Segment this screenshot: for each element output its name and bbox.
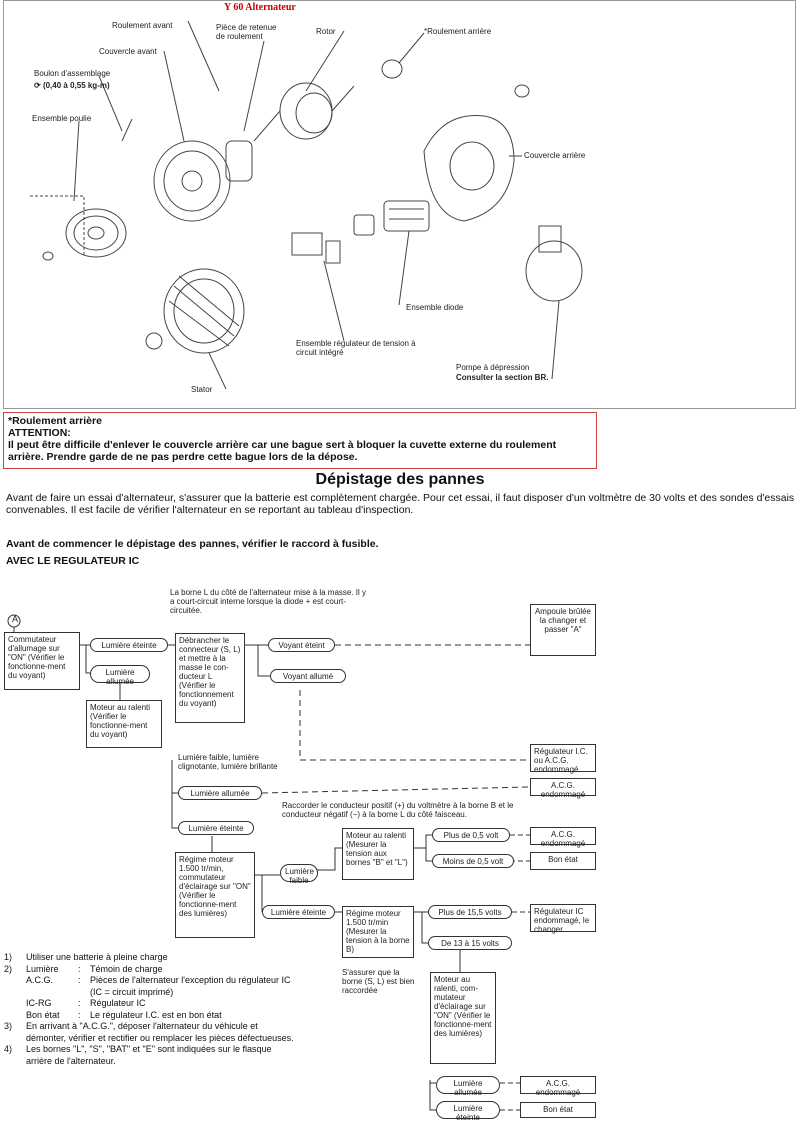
note-borne-l: La borne L du côté de l'alternateur mise à la masse. Il y a court-circuit interne lorsque la diode + est court-circuitée. [170, 588, 367, 615]
pill-lumiere-eteinte-3: Lumière éteinte [262, 905, 335, 919]
box-moteur-ralenti-1: Moteur au ralenti (Vérifier le fonctionne-ment du voyant) [86, 700, 162, 748]
attention-line1: *Roulement arrière [8, 415, 102, 427]
note-lumiere-faible: Lumière faible, lumière clignotante, lumière brillante [178, 753, 278, 771]
label-roulement-arriere: *Roulement arrière [424, 27, 492, 36]
box-moteur-ralenti-2: Moteur au ralenti (Mesurer la tension aux bornes "B" et "L") [342, 828, 414, 880]
pill-voyant-eteint: Voyant éteint [268, 638, 335, 652]
note-row [4, 964, 294, 976]
section-title: Dépistage des pannes [315, 471, 485, 488]
note-row [4, 952, 294, 964]
label-stator: Stator [191, 385, 213, 394]
diagram-title: Y 60 Alternateur [224, 2, 296, 13]
note-num: 2) [4, 963, 13, 974]
pill-voyant-allume: Voyant allumé [270, 669, 346, 683]
pill-lumiere-faible: Lumière faible [280, 864, 318, 882]
note-text: Pièces de l'alternateur l'exception du régulateur IC (IC = circuit imprimé) [90, 975, 291, 997]
marker-a: A [11, 614, 18, 624]
note-row [4, 975, 294, 998]
note-num: 1) [4, 952, 13, 962]
note-colon: : [78, 963, 81, 974]
pill-de-13-15: De 13 à 15 volts [428, 936, 512, 950]
note-text: Le régulateur I.C. est en bon état [90, 1009, 222, 1020]
note-num: 3) [4, 1021, 13, 1031]
box-acg-endommage-2: A.C.G. endommagé [530, 827, 596, 845]
pill-plus-05: Plus de 0,5 volt [432, 828, 510, 842]
label-couvercle-avant: Couvercle avant [99, 47, 157, 56]
box-ampoule: Ampoule brûlée la changer et passer "A" [530, 604, 596, 656]
pill-moins-05: Moins de 0,5 volt [432, 854, 514, 868]
note-row [4, 1010, 294, 1022]
subtitle-regulateur-ic: AVEC LE REGULATEUR IC [6, 555, 140, 567]
attention-text: Il peut être difficile d'enlever le couvercle arrière car une bague sert à bloquer la cuvette externe du roulement arrière. Prendre garde de ne pas perdre cette bague lors de la dépose. [8, 439, 557, 463]
pill-lumiere-allumee-3: Lumière allumée [436, 1076, 500, 1094]
note-text: Utiliser une batterie à pleine charge [26, 952, 168, 962]
pill-lumiere-eteinte-1: Lumière éteinte [90, 638, 168, 652]
note-num [4, 998, 26, 1010]
label-pompe: Pompe à dépression [456, 363, 530, 372]
label-consulter: Consulter la section BR. [456, 373, 549, 382]
pill-lumiere-allumee-1: Lumière allumée [90, 665, 150, 683]
attention-heading: ATTENTION: [8, 427, 71, 439]
torque-icon: ⟳ [34, 81, 43, 90]
label-rotor: Rotor [316, 27, 336, 36]
note-text: En arrivant à "A.C.G.", déposer l'alternateur du véhicule et démonter, vérifier et rectifier ou remplacer les pièces défectueuses. [26, 1021, 294, 1043]
note-num [4, 1010, 26, 1022]
label-roulement-avant: Roulement avant [112, 21, 173, 30]
label-ensemble-diode: Ensemble diode [406, 303, 464, 312]
note-term: Bon état [26, 1009, 60, 1020]
label-couvercle-arriere: Couvercle arrière [524, 151, 586, 160]
note-row [4, 1044, 294, 1067]
note-text: Les bornes "L", "S", "BAT" et "E" sont indiquées sur le flasque arrière de l'alternateur. [26, 1044, 272, 1066]
note-term: Lumière [26, 963, 59, 974]
box-acg-endommage-3: A.C.G. endommagé [520, 1076, 596, 1094]
box-regulateur-acg: Régulateur I.C. ou A.C.G. endommagé [530, 744, 596, 772]
box-acg-endommage-1: A.C.G. endommagé [530, 778, 596, 796]
note-text: Témoin de charge [90, 963, 163, 974]
note-colon: : [78, 975, 81, 985]
box-bon-etat-1: Bon état [530, 852, 596, 870]
note-num [4, 975, 26, 998]
note-assurer: S'assurer que la borne (S, L) est bien raccordée [342, 968, 415, 995]
note-text: Régulateur IC [90, 998, 146, 1008]
box-commutateur: Commutateur d'allumage sur "ON" (Vérifier le fonctionne-ment du voyant) [4, 632, 80, 690]
pill-plus-155: Plus de 15,5 volts [428, 905, 512, 919]
label-boulon: Boulon d'assemblage [34, 69, 111, 78]
label-boulon-torque-text: (0,40 à 0,55 kg-m) [42, 81, 110, 90]
notes-list [4, 952, 294, 1067]
box-regime-2: Régime moteur 1.500 tr/min (Mesurer la tension à la borne B) [342, 906, 414, 958]
note-term: IC-RG [26, 998, 52, 1008]
note-num: 4) [4, 1044, 13, 1054]
note-colon: : [78, 998, 81, 1008]
note-term: A.C.G. [26, 975, 54, 985]
note-row [4, 1021, 294, 1044]
check-fuse-text: Avant de commencer le dépistage des pannes, vérifier le raccord à fusible. [6, 538, 379, 550]
box-bon-etat-2: Bon état [520, 1102, 596, 1118]
pill-lumiere-allumee-2: Lumière allumée [178, 786, 262, 800]
intro-paragraph: Avant de faire un essai d'alternateur, s'assurer que la batterie est complètement chargée. Pour cet essai, il faut disposer d'un voltmètre de 30 volts et des sondes d'essais convenables. Il est facile de vérifier l'alternateur en se reportant au tableau d'inspection. [6, 492, 795, 516]
pill-lumiere-eteinte-4: Lumière éteinte [436, 1101, 500, 1119]
note-row [4, 998, 294, 1010]
pill-lumiere-eteinte-2: Lumière éteinte [178, 821, 254, 835]
box-regime-1: Régime moteur 1.500 tr/min, commutateur d'éclairage sur "ON" (Vérifier le fonctionne-ment des lumières) [175, 852, 255, 938]
label-regulateur: Ensemble régulateur de tension à circuit intégré [296, 339, 416, 357]
label-piece-retenue: Pièce de retenue de roulement [216, 23, 277, 41]
box-regulateur-ic-change: Régulateur IC endommagé, le changer [530, 904, 596, 932]
box-moteur-ralenti-3: Moteur au ralenti, com-mutateur d'éclairage sur "ON" (Vérifier le fonctionne-ment des lumières) [430, 972, 496, 1064]
note-raccorder: Raccorder le conducteur positif (+) du voltmètre à la borne B et le conducteur négatif (−) à la borne L du côté faisceau. [282, 801, 514, 819]
label-ensemble-poulie: Ensemble poulie [32, 114, 92, 123]
note-colon: : [78, 1009, 81, 1020]
box-debrancher: Débrancher le connecteur (S, L) et mettre à la masse le con-ducteur L (Vérifier le fonctionnement du voyant) [175, 633, 245, 723]
